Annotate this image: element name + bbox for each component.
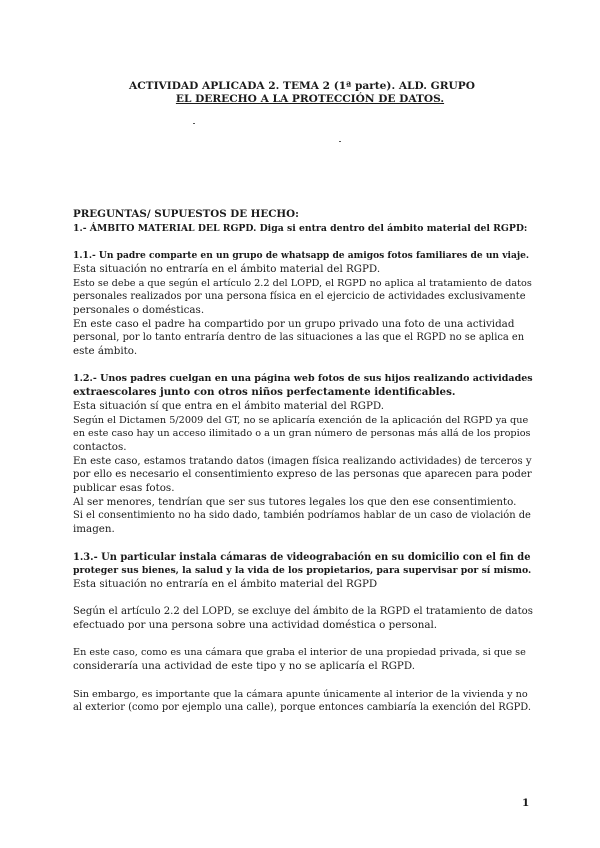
case-1-line: personales realizados por una persona física en el ejercicio de actividades exclusivamente bbox=[73, 291, 526, 303]
case-3-paragraph-3: al exterior (como por ejemplo una calle), porque entonces cambiaría la exención del RGPD. bbox=[73, 702, 531, 714]
stray-mark bbox=[193, 123, 195, 124]
case-2-question: extraescolares junto con otros niños perfectamente identificables. bbox=[73, 386, 456, 399]
case-3-question: 1.3.- Un particular instala cámaras de videograbación en su domicilio con el fin de bbox=[73, 551, 531, 563]
case-2-question: 1.2.- Unos padres cuelgan en una página web fotos de sus hijos realizando actividades bbox=[73, 373, 533, 385]
case-3-paragraph-2: En este caso, como es una cámara que graba el interior de una propiedad privada, si que se bbox=[73, 647, 526, 659]
case-3-answer: Esta situación no entraría en el ámbito material del RGPD bbox=[73, 577, 378, 590]
section-subheading: 1.- ÁMBITO MATERIAL DEL RGPD. Diga si entra dentro del ámbito material del RGPD: bbox=[73, 222, 528, 234]
page-number: 1 bbox=[522, 797, 530, 809]
case-2-line: por ello es necesario el consentimiento expreso de las personas que aparecen para poder bbox=[73, 469, 532, 481]
case-2-line: Según el Dictamen 5/2009 del GT, no se aplicaría exención de la aplicación del RGPD ya que bbox=[73, 414, 529, 426]
case-1-line: este ámbito. bbox=[73, 345, 138, 358]
case-3-paragraph-1: Según el artículo 2.2 del LOPD, se excluye del ámbito de la RGPD el tratamiento de datos bbox=[73, 606, 533, 618]
case-2-line: en este caso hay un acceso ilimitado o a un gran número de personas más allá de los propios bbox=[73, 428, 531, 440]
case-3-question: proteger sus bienes, la salud y la vida de los propietarios, para supervisar por sí mismo. bbox=[73, 565, 532, 577]
case-3-paragraph-3: Sin embargo, es importante que la cámara apunte únicamente al interior de la vivienda y no bbox=[73, 688, 528, 700]
case-2-line: Si el consentimiento no ha sido dado, también podríamos hablar de un caso de violación de bbox=[73, 510, 531, 522]
case-1-line: personales o domésticas. bbox=[73, 303, 205, 316]
case-3-paragraph-1: efectuado por una persona sobre una actividad doméstica o personal. bbox=[73, 619, 438, 632]
stray-mark bbox=[339, 141, 341, 142]
section-heading: PREGUNTAS/ SUPUESTOS DE HECHO: bbox=[73, 208, 299, 220]
document-title: ACTIVIDAD APLICADA 2. TEMA 2 (1ª parte). ALD. GRUPO bbox=[129, 80, 475, 92]
case-2-line: contactos. bbox=[73, 440, 127, 453]
case-2-line: publicar esas fotos. bbox=[73, 482, 175, 495]
case-2-line: imagen. bbox=[73, 523, 115, 536]
case-1-line: personal, por lo tanto entraría dentro de las situaciones a las que el RGPD no se aplica en bbox=[73, 332, 525, 344]
case-2-line: En este caso, estamos tratando datos (imagen física realizando actividades) de terceros y bbox=[73, 455, 532, 467]
case-3-paragraph-2: consideraría una actividad de este tipo y no se aplicaría el RGPD. bbox=[73, 660, 416, 673]
document-body bbox=[73, 208, 533, 715]
case-1-question: 1.1.- Un padre comparte en un grupo de whatsapp de amigos fotos familiares de un viaje. bbox=[73, 250, 530, 262]
case-1-line: En este caso el padre ha compartido por un grupo privado una foto de una actividad bbox=[73, 317, 515, 330]
case-2-line: Al ser menores, tendrían que ser sus tutores legales los que den ese consentimiento. bbox=[73, 495, 517, 508]
case-2-line: Esta situación sí que entra en el ámbito material del RGPD. bbox=[73, 399, 385, 412]
case-1-line: Esto se debe a que según el artículo 2.2 del LOPD, el RGPD no aplica al tratamiento de datos bbox=[73, 277, 532, 289]
document-subtitle: EL DERECHO A LA PROTECCIÓN DE DATOS. bbox=[175, 93, 445, 105]
case-1-line: Esta situación no entraría en el ámbito material del RGPD. bbox=[73, 262, 381, 275]
